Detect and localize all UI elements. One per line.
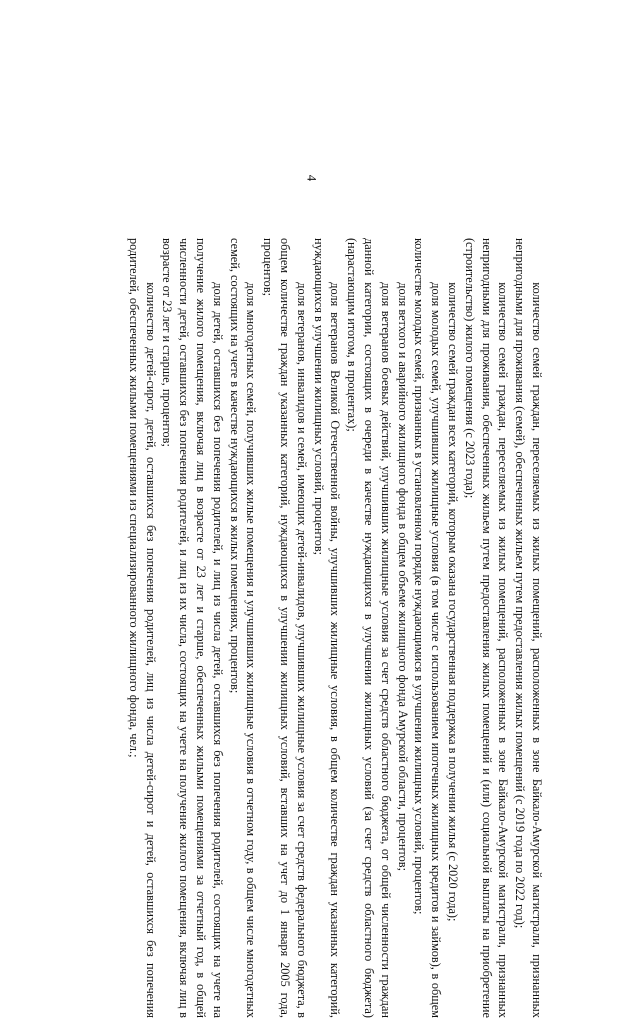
paragraph-orphans-share: доля детей, оставшихся без попечения родителей, и лиц из числа детей, оставшихся без попечения родителей, состоящих на учете на получение жилого помещения, включая лиц в возрасте от 23 лет и старше, обеспеченных жилыми помещениями за отчетный год, в общей численности детей, оставшихся без попечения родителей, и лиц из их числа, состоящих на учете на получение жилого помещения, включая лиц в возрасте от 23 лет и старше, процентов;	[160, 237, 225, 1018]
paragraph-combat-veterans-share: доля ветеранов боевых действий, улучшивших жилищные условия за счет средств областного бюджета, от общей численности граждан данной категории, состоящих в очереди в качестве нуждающихся в улучшении жилищных условий (за счет средств областного бюджета) (нарастающим итогом, в процентах);	[345, 237, 393, 1018]
paragraph-young-families-share: доля молодых семей, улучшивших жилищные условия (в том числе с использованием ипотечных жилищных кредитов и займов), в общем количестве молодых семей, признанных в установленном порядке нуждающимися в улучшении жилищных условий, процентов;	[412, 237, 444, 1018]
page-number: 4	[304, 174, 320, 182]
paragraph-bam-resettlement-2019-2022: количество семей граждан, переселяемых из жилых помещений, расположенных в зоне Байкало-Амурской магистрали, признанных непригодными для проживания (семей), обеспеченных жильем путем предоставления жилых помещений (с 2019 года по 2022 год);	[513, 237, 544, 1018]
paragraph-veterans-disabled-share: доля ветеранов, инвалидов и семей, имеющих детей-инвалидов, улучшивших жилищные условия за счет средств федерального бюджета, в общем количестве граждан указанных категорий, нуждающихся в улучшении жилищных условий, вставших на учет до 1 января 2005 года, процентов;	[261, 237, 309, 1018]
paragraph-wwii-veterans-share: доля ветеранов Великой Отечественной войны, улучшивших жилищные условия, в общем количестве граждан указанных категорий, нуждающихся в улучшении жилищных условий, процентов;	[311, 237, 343, 1018]
document-body	[125, 238, 545, 1018]
paragraph-all-categories-support: количество семей граждан всех категорий, которым оказана государственная поддержка в получении жилья (с 2020 года);	[445, 282, 460, 922]
paragraph-large-families-share: доля многодетных семей, получивших жилые помещения и улучшивших жилищные условия в отчетном году, в общем числе многодетных семей, состоящих на учете в качестве нуждающихся в жилых помещениях, процентов;	[227, 237, 259, 1018]
paragraph-orphans-count: количество детей-сирот, детей, оставшихся без попечения родителей, лиц из числа детей-сирот и детей, оставшихся без попечения родителей, обеспеченных жилыми помещениями из специализированного жилищного фонда, чел.;	[126, 237, 158, 1018]
paragraph-bam-resettlement-2023: количество семей граждан, переселяемых из жилых помещений, расположенных в зоне Байкало-Амурской магистрали, признанных непригодными для проживания, обеспеченных жильем путем предоставления жилых помещений и (или) социальной выплаты на приобретение (строительство) жилого помещения (с 2023 года);	[462, 237, 511, 1018]
paragraph-dilapidated-housing-share: доля ветхого и аварийного жилищного фонда в общем объеме жилищного фонда Амурской области, процентов;	[395, 282, 410, 871]
